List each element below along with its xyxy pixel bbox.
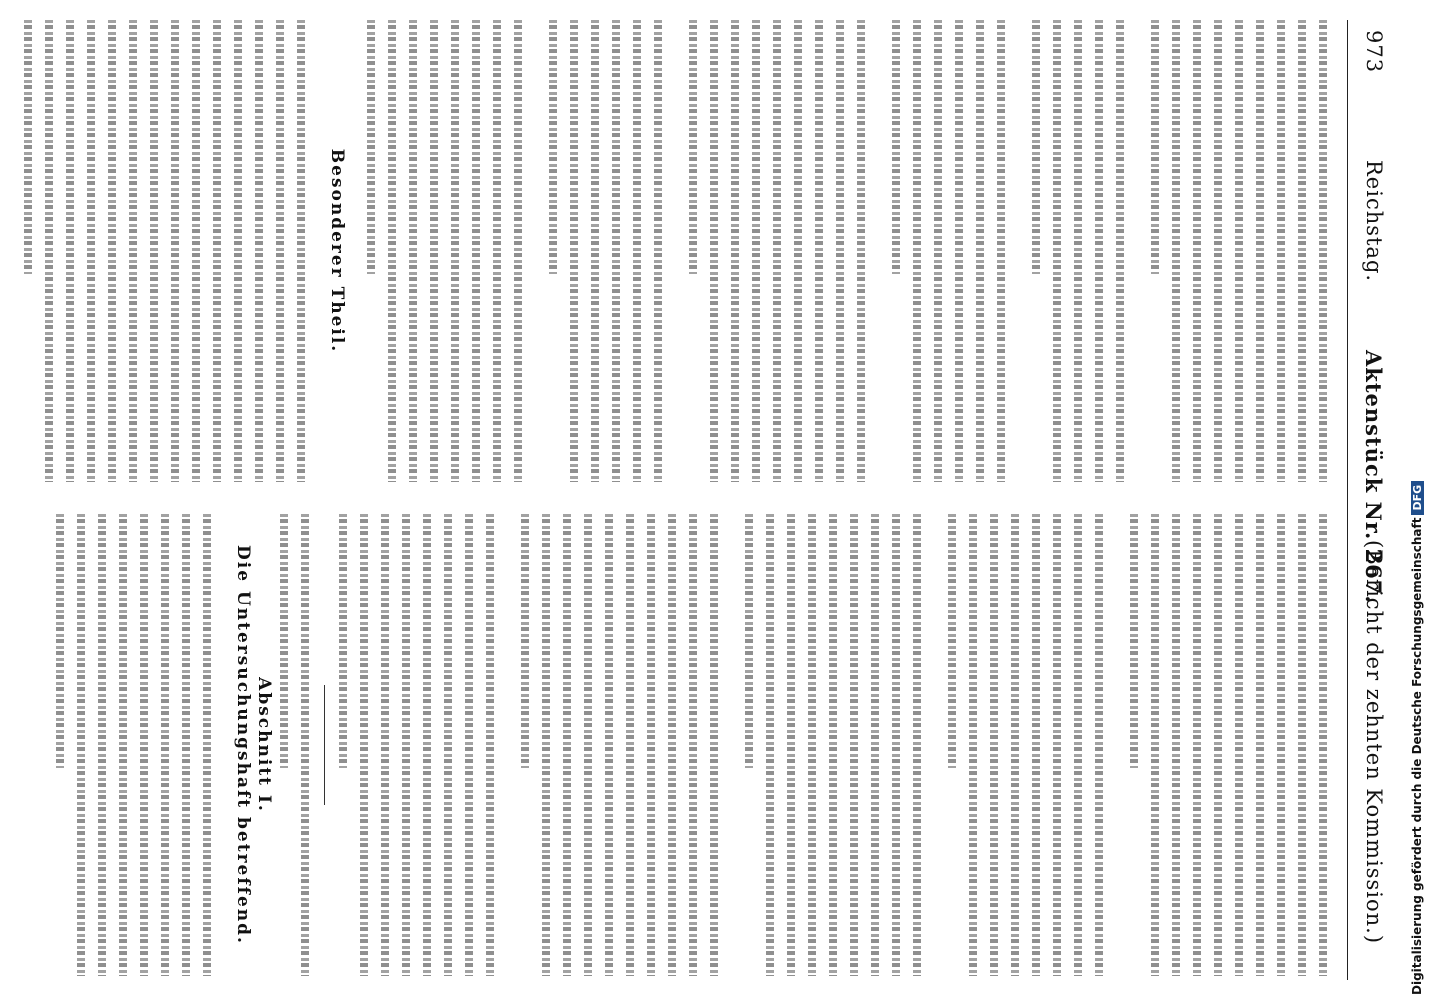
text-line [1145,20,1166,274]
text-line [809,20,830,482]
text-line [648,20,669,482]
text-line [354,514,375,976]
text-line [60,20,81,482]
dfg-credit [1410,481,1424,995]
text-line [438,514,459,976]
text-line [620,514,641,976]
section-heading: Besonderer Theil. [327,148,347,354]
text-line [515,514,536,768]
text-line [274,514,295,768]
text-line [295,514,316,976]
text-line [92,514,113,976]
text-line [1005,514,1026,976]
text-line [1187,20,1208,482]
text-line [557,514,578,976]
text-line [704,514,725,976]
right-column [19,514,1334,976]
paragraph-gap [872,20,886,482]
text-line [1068,20,1089,482]
text-line [599,514,620,976]
text-line [886,20,907,274]
text-line [291,20,312,482]
text-line [746,20,767,482]
text-line [1124,514,1145,768]
text-line [1026,514,1047,976]
text-line [207,20,228,482]
text-line [1313,514,1334,976]
text-line [585,20,606,482]
text-line [270,20,291,482]
text-line [186,20,207,482]
text-line [1292,20,1313,482]
text-line [424,20,445,482]
text-line [487,20,508,482]
paragraph-gap [312,20,326,482]
text-line [1208,20,1229,482]
paragraph-gap [1110,514,1124,976]
paragraph-gap [669,20,683,482]
text-line [144,20,165,482]
text-line [781,514,802,976]
text-line [704,20,725,482]
text-line [536,514,557,976]
section-divider [324,685,325,805]
text-line [19,20,39,274]
header-rule [1347,20,1348,980]
text-line [197,514,218,976]
text-line [641,514,662,976]
text-line [1166,514,1187,976]
paragraph-gap [501,514,515,976]
text-line [403,20,424,482]
text-line [176,514,197,976]
text-line [725,20,746,482]
text-line [375,514,396,976]
text-line [1313,20,1334,482]
dfg-logo: DFG [1411,481,1424,515]
text-line [1271,20,1292,482]
text-line [970,20,991,482]
text-line [123,20,144,482]
paragraph-gap [347,20,361,482]
text-line [865,514,886,976]
text-line [564,20,585,482]
text-line [165,20,186,482]
text-line [984,514,1005,976]
text-line [802,514,823,976]
text-line [543,20,564,274]
text-line [683,20,704,274]
text-line [1068,514,1089,976]
text-line [1229,514,1250,976]
text-line [683,514,704,976]
text-line [1187,514,1208,976]
text-line [907,514,928,976]
text-line [228,20,249,482]
text-line [928,20,949,482]
paragraph-gap [218,514,232,976]
paragraph-gap [529,20,543,482]
paragraph-gap [1012,20,1026,482]
text-line [942,514,963,768]
text-line [508,20,529,482]
text-line [1229,20,1250,482]
text-line [1145,514,1166,976]
text-line [739,514,760,768]
text-line [788,20,809,482]
text-line [1026,20,1047,274]
header-right-title: (Bericht der zehnten Kommission.) [1362,540,1386,945]
text-line [949,20,970,482]
text-line [361,20,382,274]
text-line [155,514,176,976]
text-line [851,20,872,482]
text-line [760,514,781,976]
page-header [1350,20,1390,980]
text-line [466,20,487,482]
text-line [249,20,270,482]
text-line [445,20,466,482]
text-line [1089,20,1110,482]
text-line [578,514,599,976]
text-line [81,20,102,482]
text-line [1250,514,1271,976]
text-line [382,20,403,482]
header-left-title: Reichstag. [1362,160,1386,283]
section-heading: Abschnitt I. [254,677,274,813]
text-line [886,514,907,976]
section-heading: Die Untersuchungshaft betreffend. [233,545,253,945]
dfg-credit-text: Digitalisierung gefördert durch die Deutsche Forschungsgemeinschaft [1410,517,1424,995]
text-line [830,20,851,482]
text-line [606,20,627,482]
paragraph-gap [725,514,739,976]
text-line [991,20,1012,482]
document-number: Aktenstück Nr. 267. [1361,350,1386,604]
text-line [1047,514,1068,976]
text-line [333,514,354,768]
page-number: 973 [1362,30,1386,74]
text-line [113,514,134,976]
text-line [71,514,92,976]
text-line [823,514,844,976]
text-line [1292,514,1313,976]
text-line [907,20,928,482]
text-line [963,514,984,976]
paragraph-gap [928,514,942,976]
text-line [396,514,417,976]
text-line [134,514,155,976]
text-line [627,20,648,482]
text-line [767,20,788,482]
paragraph-gap [1131,20,1145,482]
text-line [50,514,71,768]
text-line [1166,20,1187,482]
text-line [1047,20,1068,482]
text-line [417,514,438,976]
text-line [459,514,480,976]
left-column [19,20,1334,482]
text-line [1110,20,1131,482]
text-line [662,514,683,976]
text-line [480,514,501,976]
text-line [1250,20,1271,482]
text-line [844,514,865,976]
text-line [102,20,123,482]
digitization-sidebar [1406,0,1430,1000]
text-line [1089,514,1110,976]
text-line [1271,514,1292,976]
text-line [39,20,60,482]
text-line [1208,514,1229,976]
